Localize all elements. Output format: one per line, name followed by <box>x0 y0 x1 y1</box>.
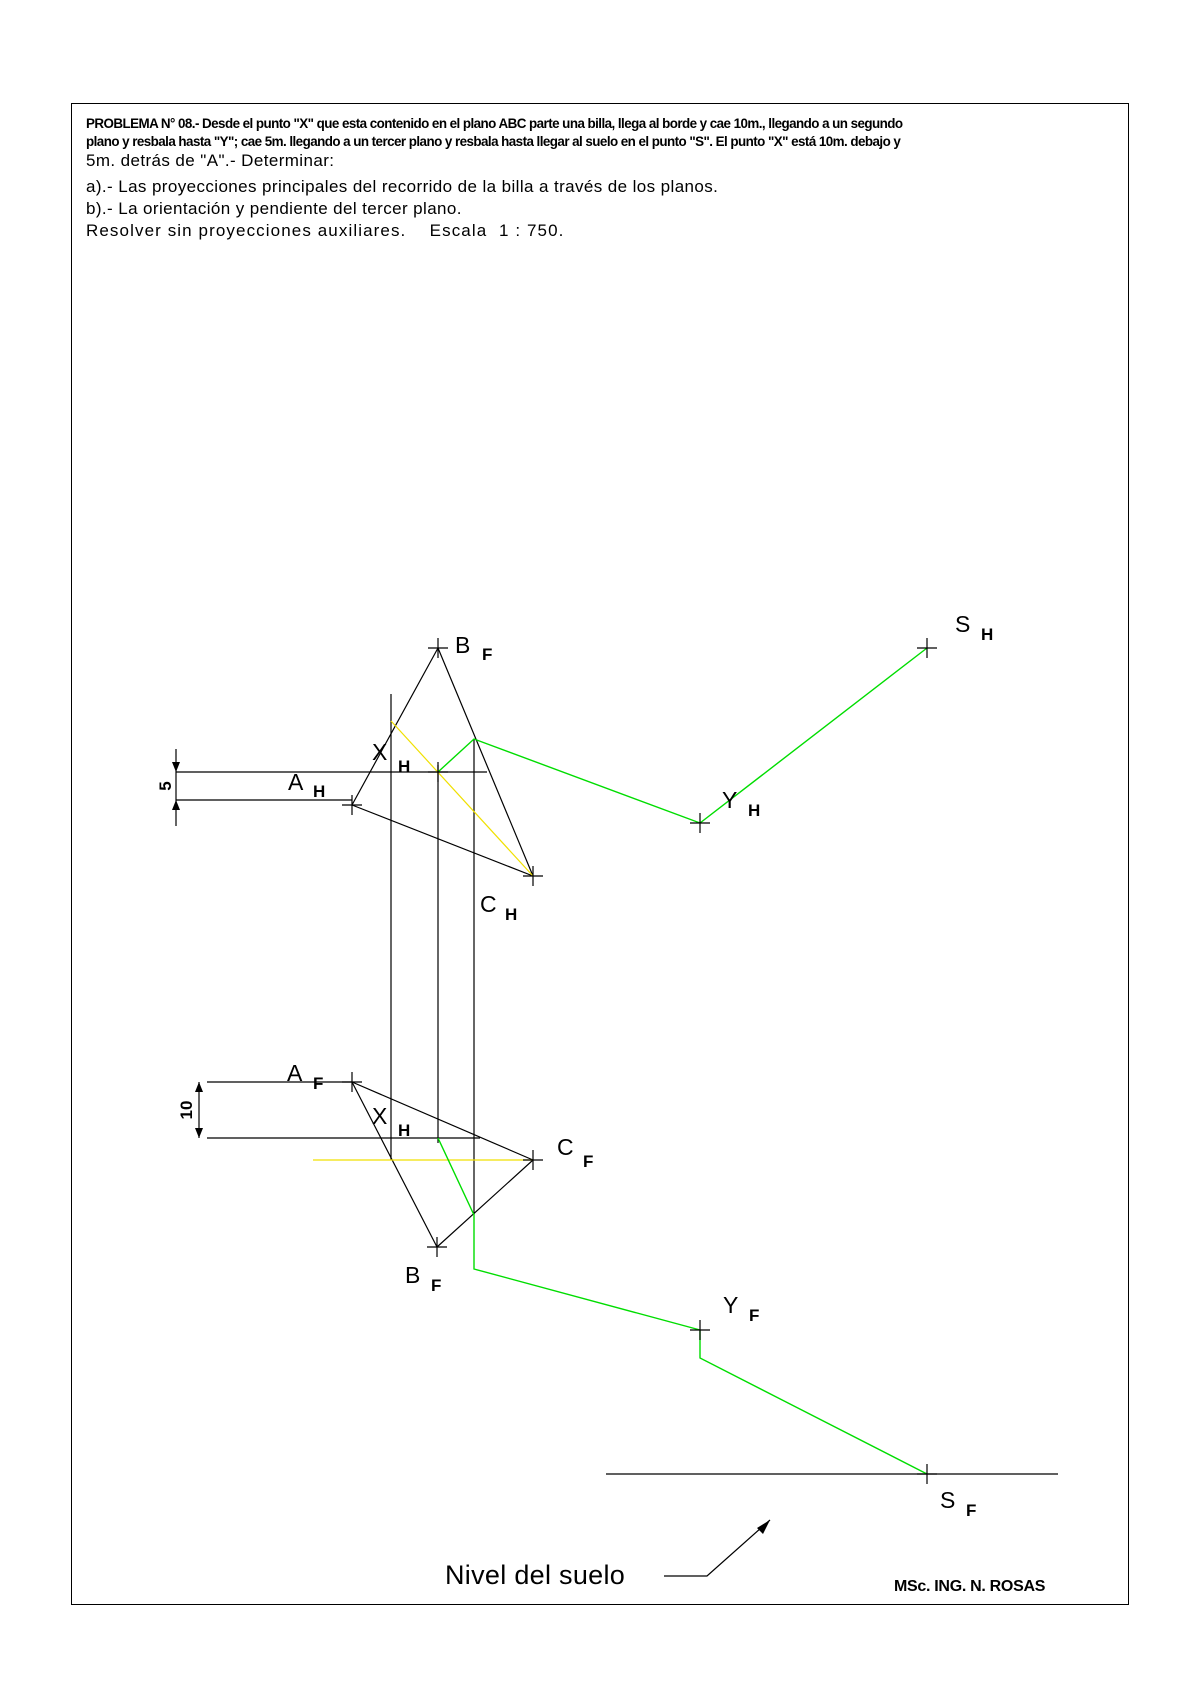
label-x-front-sub: H <box>398 1121 411 1140</box>
front-edge-ab <box>352 1082 437 1247</box>
point-marker-y-top <box>690 813 710 833</box>
label-a-top: A <box>288 769 304 795</box>
label-y-front-sub: F <box>749 1306 760 1325</box>
dimension-arrow <box>172 762 180 772</box>
label-x-front: X <box>372 1103 388 1129</box>
label-b-top-sub: F <box>482 645 493 664</box>
problem-statement-line-2: plano y resbala hasta "Y"; cae 5m. llegando a un tercer plano y resbala hasta llegar al suelo en el punto "S". El punto "X" está 10m. debajo y <box>86 134 901 149</box>
point-marker-s-top <box>917 638 937 658</box>
ground-leader-arrow <box>757 1520 770 1534</box>
label-s-front: S <box>940 1487 956 1513</box>
label-y-top: Y <box>722 787 738 813</box>
label-b-top: B <box>455 632 471 658</box>
label-a-front: A <box>287 1060 303 1086</box>
label-a-front-sub: F <box>313 1074 324 1093</box>
label-c-front-sub: F <box>583 1152 594 1171</box>
top-edge-ab <box>352 648 438 805</box>
top-edge-bc <box>438 648 533 876</box>
ground-leader-line <box>664 1520 770 1576</box>
dimension-arrow <box>195 1082 203 1092</box>
top-edge-ac <box>352 805 533 876</box>
label-a-top-sub: H <box>313 782 326 801</box>
label-s-top: S <box>955 611 971 637</box>
label-x-top-sub: H <box>398 757 411 776</box>
dimension-arrow <box>195 1128 203 1138</box>
label-b-front: B <box>405 1262 421 1288</box>
point-marker-b-top <box>428 638 448 658</box>
ball-path-top-view <box>438 648 927 823</box>
dimension-label-10: 10 <box>177 1100 196 1120</box>
label-s-front-sub: F <box>966 1501 977 1520</box>
ground-level-label: Nivel del suelo <box>445 1560 626 1590</box>
task-a: a).- Las proyecciones principales del recorrido de la billa a través de los planos. <box>86 177 719 196</box>
label-b-front-sub: F <box>431 1276 442 1295</box>
label-y-top-sub: H <box>748 801 761 820</box>
resolution-note: Resolver sin proyecciones auxiliares. Escala 1 : 750. <box>86 221 565 240</box>
point-marker-a-top <box>342 795 362 815</box>
problem-statement-line-1: PROBLEMA N° 08.- Desde el punto "X" que esta contenido en el plano ABC parte una billa, llega al borde y cae 10m., llegando a un segundo <box>86 116 903 131</box>
label-y-front: Y <box>723 1292 739 1318</box>
task-b: b).- La orientación y pendiente del tercer plano. <box>86 199 462 218</box>
ball-path-front-view <box>438 1138 927 1474</box>
problem-statement-line-3: 5m. detrás de "A".- Determinar: <box>86 151 335 170</box>
point-marker-y-front <box>690 1320 710 1340</box>
label-c-top-sub: H <box>505 905 518 924</box>
label-s-top-sub: H <box>981 625 994 644</box>
dimension-arrow <box>172 800 180 810</box>
label-c-top: C <box>480 891 497 917</box>
dimension-label-5: 5 <box>156 781 175 791</box>
point-marker-a-front <box>342 1072 362 1092</box>
point-marker-s-front <box>917 1464 937 1484</box>
front-edge-bc <box>437 1160 533 1247</box>
label-c-front: C <box>557 1134 574 1160</box>
top-construction-line <box>391 721 533 876</box>
label-x-top: X <box>372 739 388 765</box>
author-credit: MSc. ING. N. ROSAS <box>894 1578 1046 1595</box>
